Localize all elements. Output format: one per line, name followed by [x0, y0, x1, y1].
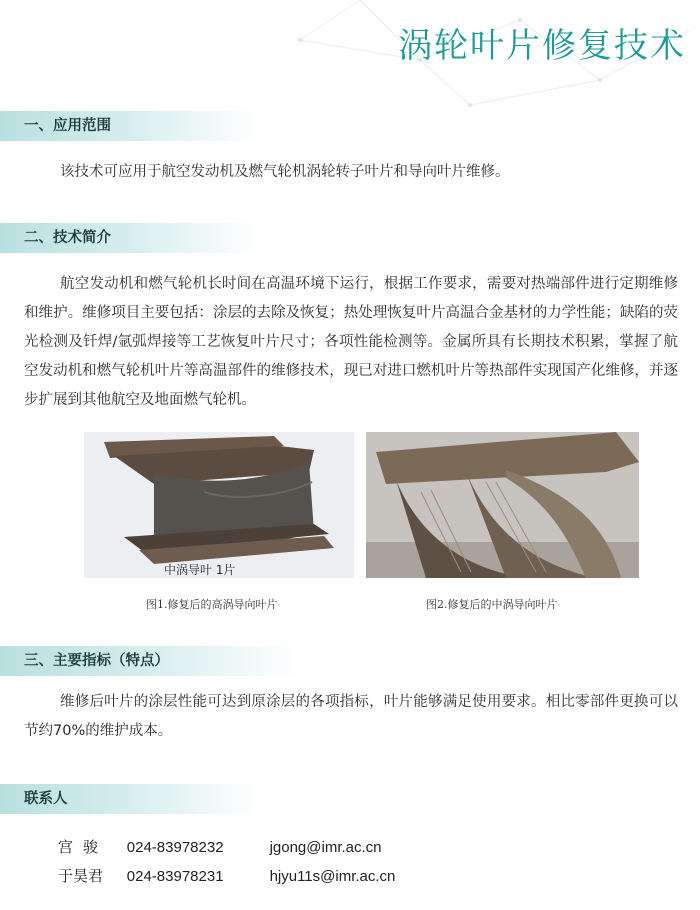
contact-email[interactable]: hjyu11s@imr.ac.cn: [269, 868, 396, 885]
section-body-indicators: 维修后叶片的涂层性能可达到原涂层的各项指标，叶片能够满足使用要求。相比零部件更换可以节约70%的维护成本。: [24, 694, 678, 739]
figure-1-image: [84, 432, 354, 578]
section-body-intro: 航空发动机和燃气轮机长时间在高温环境下运行，根据工作要求，需要对热端部件进行定期维修和维护。维修项目主要包括：涂层的去除及恢复；热处理恢复叶片高温合金基材的力学性能；缺陷的荧光检测及钎焊/氩弧焊接等工艺恢复叶片尺寸；各项性能检测等。金属所具有长期技术积累，掌握了航空发动机和燃气轮机叶片等高温部件的维修技术，现已对进口燃机叶片等热部件实现国产化维修，并逐步扩展到其他航空及地面燃气轮机。: [24, 276, 678, 408]
figure-2-image: [366, 432, 639, 578]
contact-email[interactable]: jgong@imr.ac.cn: [269, 839, 382, 856]
figure-2-caption: 图2.修复后的中涡导向叶片: [426, 598, 558, 611]
section-heading-contacts: 联系人: [0, 784, 260, 814]
section-body-scope: 该技术可应用于航空发动机及燃气轮机涡轮转子叶片和导向叶片维修。: [60, 164, 510, 180]
section-heading-intro: 二、技术简介: [0, 223, 260, 253]
page-title: 涡轮叶片修复技术: [398, 26, 686, 66]
contact-row: [58, 836, 382, 857]
contact-name: 于昊君: [58, 867, 104, 885]
figure-1-handwriting: 中涡导叶 1片: [164, 563, 236, 577]
contact-row: [58, 865, 395, 886]
figure-1-caption: 图1.修复后的高涡导向叶片: [146, 598, 278, 611]
contact-phone: 024-83978232: [126, 839, 224, 856]
section-heading-scope: 一、应用范围: [0, 111, 260, 141]
section-heading-indicators: 三、主要指标（特点）: [0, 646, 300, 676]
contact-name: 宫骏: [58, 838, 109, 856]
contact-phone: 024-83978231: [126, 868, 224, 885]
